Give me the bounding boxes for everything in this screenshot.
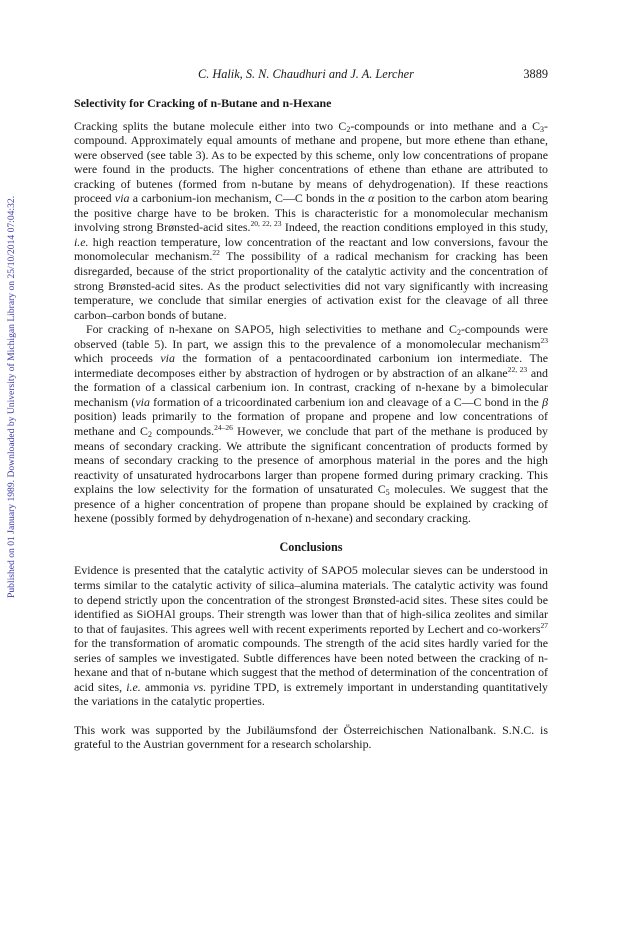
text-run: high reaction temperature, low concentration of the reactant and low conversions, favour the monomolecular mechanism. — [74, 234, 548, 264]
paragraph-butane-cracking — [74, 119, 548, 323]
text-run: the formation of a pentacoordinated carbonium ion intermediate. The intermediate decomposes either by abstraction of hydrogen or by abstraction of an alkane — [74, 351, 548, 380]
text-run: ammonia — [140, 679, 194, 694]
subscript: 2 — [346, 124, 351, 134]
italic-text: i.e. — [126, 679, 141, 694]
text-run: Evidence is presented that the catalytic activity of SAPO5 molecular sieves can be understood in terms similar to the catalytic activity of silica–alumina materials. The catalytic activity was found to depend strictly upon the concentration of the strongest Brønsted-acid sites. These sites could be identified as SiOHAl groups. Their strength was lower than that of high-silica zeolites and similar to that of faujasites. This agrees well with recent experiments reported by Lechert and co-workers — [74, 563, 548, 636]
text-run: for the transformation of aromatic compounds. The strength of the acid sites hardly varied for the series of samples we investigated. Subtle differences have been noted between the cracking of n-hexane and that of n-butane which suggest that the method of determination of the concentration of acid sites, — [74, 636, 548, 694]
italic-text: vs. — [193, 679, 207, 694]
text-run: molecules. We suggest that the presence of a higher concentration of propene than propane should be explained by cracking of hexene (possibly formed by dehydrogenation of n-hexane) and secondary cracking. — [74, 482, 548, 526]
text-run: However, we conclude that part of the methane is produced by means of secondary cracking. We attribute the significant concentration of products formed by means of secondary cracking to the presence of amorphous material in the pores and the high reactivity of unsaturated hydrocarbons larger than propene formed during primary cracking. This explains the low selectivity for the formation of unsaturated C — [74, 424, 548, 497]
running-header — [74, 67, 548, 85]
download-watermark — [6, 118, 18, 598]
greek-symbol: β — [542, 394, 548, 409]
article-body — [74, 96, 548, 752]
text-run: pyridine TPD, is extremely important in understanding quantitatively the variations in the catalytic properties. — [74, 679, 548, 709]
text-run: position to the carbon atom bearing the positive charge have to be broken. This is characteristic for a monomolecular mechanism involving strong Brønsted-acid sites. — [74, 191, 548, 235]
text-run: position) leads primarily to the formation of propane and propene and low concentrations of methane and C — [74, 409, 548, 439]
text-run: which proceeds — [74, 351, 161, 366]
paragraph-hexane-cracking — [74, 322, 548, 526]
running-header-authors: C. Halik, S. N. Chaudhuri and J. A. Lercher — [198, 67, 414, 81]
subscript: 2 — [456, 328, 461, 338]
text-run: Cracking splits the butane molecule either into two C — [74, 118, 347, 133]
section-heading-conclusions: Conclusions — [279, 539, 343, 554]
text-run: a carbonium-ion mechanism, C—C bonds in the — [129, 191, 369, 206]
greek-symbol: α — [368, 191, 375, 206]
text-run: -compounds were observed (table 5). In part, we assign this to the prevalence of a monomolecular mechanism — [74, 322, 548, 351]
citation-superscript: 22, 23 — [507, 364, 528, 374]
text-run: -compound. Approximately equal amounts of methane and propene, but more ethene than ethane, were observed (see table 3). As to be expected by this scheme, only low concentrations of propane were found in the products. The higher concentrations of ethene than ethane are attributed to cracking of butenes (formed from n-butane by means of dehydrogenation). If these reactions proceed — [74, 118, 548, 206]
italic-text: i.e. — [74, 234, 89, 249]
subscript: 2 — [147, 430, 152, 440]
page-number: 3889 — [523, 67, 548, 81]
italic-text: via — [114, 191, 130, 206]
subscript: 3 — [540, 124, 545, 134]
citation-superscript: 23 — [540, 335, 548, 345]
citation-superscript: 24–26 — [214, 423, 233, 433]
text-run: The possibility of a radical mechanism for cracking has been disregarded, because of the strict proportionality of the catalytic activity and the concentration of strong Brønsted-acid sites. As the product selectivities did not vary significantly with increasing temperature, we conclude that similar energies of activation exist for the cleavage of all three carbon–carbon bonds of butane. — [74, 249, 548, 322]
acknowledgements: This work was supported by the Jubiläumsfond der Österreichischen Nationalbank. S.N.C. is grateful to the Austrian government for a research scholarship. — [74, 722, 548, 752]
text-run: formation of a tricoordinated carbenium ion and cleavage of a C—C bond in the — [149, 394, 543, 409]
text-run: -compounds or into methane and a C — [350, 118, 541, 133]
text-run: Indeed, the reaction conditions employed in this study, — [281, 220, 549, 235]
subscript: 5 — [385, 488, 390, 498]
italic-text: via — [135, 394, 150, 409]
citation-superscript: 22 — [212, 248, 220, 258]
text-run: compounds. — [151, 424, 215, 439]
citation-superscript: 20, 22, 23 — [250, 219, 282, 229]
section-heading-selectivity: Selectivity for Cracking of n-Butane and n-Hexane — [74, 96, 332, 110]
italic-text: via — [160, 351, 175, 366]
text-run: For cracking of n-hexane on SAPO5, high selectivities to methane and C — [86, 322, 457, 337]
paragraph-conclusions — [74, 563, 548, 708]
text-run: and the formation of a classical carbenium ion. In contrast, cracking of n-hexane by a bimolecular mechanism ( — [74, 365, 548, 409]
download-watermark-text: Published on 01 January 1989. Downloaded by University of Michigan Library on 25/10/2014 07:04:32. — [6, 195, 17, 598]
citation-superscript: 27 — [540, 620, 548, 630]
